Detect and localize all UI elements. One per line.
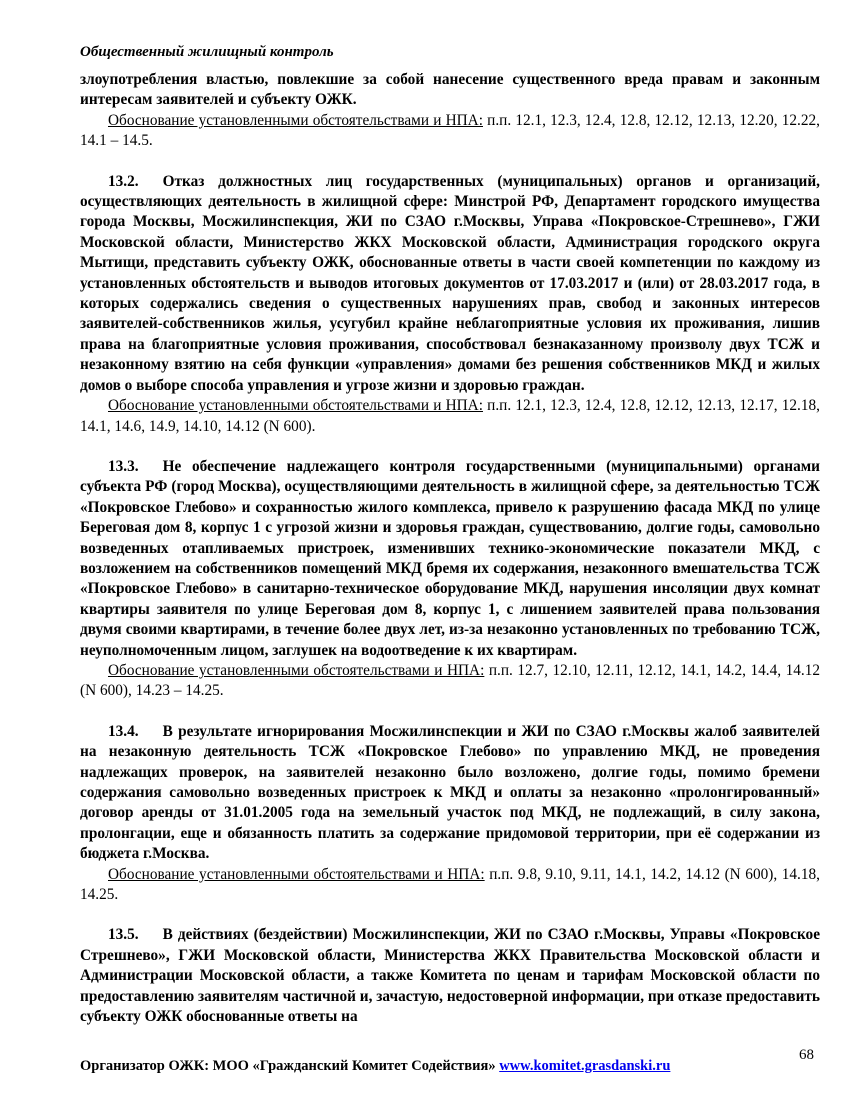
page-footer bbox=[80, 1058, 670, 1075]
section-number: 13.3. bbox=[108, 457, 139, 475]
document-body bbox=[80, 70, 820, 1027]
basis-label: Обоснование установленными обстоятельствами и НПА: bbox=[108, 111, 483, 129]
section-number: 13.2. bbox=[108, 172, 139, 190]
section-13-4-basis bbox=[80, 865, 820, 906]
basis-label: Обоснование установленными обстоятельствами и НПА: bbox=[108, 661, 485, 679]
section-text: Отказ должностных лиц государственных (муниципальных) органов и организаций, осуществляющих деятельность в жилищной сфере: Минстрой РФ, Департамент городского имущества города Москвы, Мосжилинспекция, ЖИ по СЗАО г.Москвы, Управа «Покровское-Стрешнево», ГЖИ Московской области, Министерство ЖКХ Московской области, Администрация городского округа Мытищи, представить субъекту ОЖК, обоснованные ответы в части своей компетенции по каждому из установленных обстоятельств и выводов итоговых документов от 17.03.2017 и (или) от 28.03.2017 года, в которых содержались сведения о существенных нарушениях прав, свобод и законных интересов заявителей-собственников жилья, усугубил крайне неблагоприятные условия их проживания, лишив права на благоприятные условия проживания, способствовал безнаказанному произволу двух ТСЖ и незаконному взятию на себя функции «управления» домами без решения собственников МКД и жилых домов о выборе способа управления и угрозе жизни и здоровью граждан. bbox=[80, 172, 820, 394]
basis-refs: п.п. 12.7, 12.10, 12.11, 12.12, 14.1, 14.2, 14.4, 14.12 (N 600), 14.23 – 14.25. bbox=[80, 661, 820, 700]
section-text: Не обеспечение надлежащего контроля государственными (муниципальными) органами субъекта РФ (город Москва), осуществляющими деятельность в жилищной сфере, за деятельностью ТСЖ «Покровское Глебово» и сохранностью жилого комплекса, привело к разрушению фасада МКД по улице Береговая дом 8, корпус 1 с угрозой жизни и здоровья граждан, существованию, долгие годы, самовольно возведенных отапливаемых пристроек, изменивших технико-экономические показатели МКД, с возложением на собственников помещений МКД бремя их содержания, незаконного вмешательства ТСЖ «Покровское Глебово» в санитарно-техническое оборудование МКД, нарушения инсоляции двух комнат квартиры заявителя по улице Береговая дом 8, корпус 1, с лишением заявителей права пользования двумя своими квартирами, в течение более двух лет, из-за незаконно установленных по требованию ТСЖ, неуполномоченным лицом, заглушек на водоотведение к их квартирам. bbox=[80, 457, 820, 659]
running-header: Общественный жилищный контроль bbox=[80, 44, 334, 60]
intro-paragraph: злоупотребления властью, повлекшие за собой нанесение существенного вреда правам и законным интересам заявителей и субъекту ОЖК. bbox=[80, 71, 820, 109]
page-number: 68 bbox=[799, 1047, 814, 1063]
section-13-3-basis bbox=[80, 661, 820, 702]
section-number: 13.5. bbox=[108, 926, 139, 944]
intro-basis bbox=[80, 111, 820, 152]
basis-refs: п.п. 12.1, 12.3, 12.4, 12.8, 12.12, 12.13, 12.17, 12.18, 14.1, 14.6, 14.9, 14.10, 14.12 (N 600). bbox=[80, 397, 820, 435]
section-13-5 bbox=[80, 925, 820, 1027]
footer-organizer: Организатор ОЖК: МОО «Гражданский Комитет Содействия» bbox=[80, 1058, 500, 1074]
section-text: В действиях (бездействии) Мосжилинспекции, ЖИ по СЗАО г.Москвы, Управы «Покровское Стрешнево», ГЖИ Московской области, Министерства ЖКХ Правительства Московской области и Администрации Московской области, а также Комитета по ценам и тарифам Московской области по предоставлению заявителям частичной и, зачастую, недостоверной информации, при отказе предоставить субъекту ОЖК обоснованные ответы на bbox=[80, 926, 820, 1026]
section-text: В результате игнорирования Мосжилинспекции и ЖИ по СЗАО г.Москвы жалоб заявителей на незаконную деятельность ТСЖ «Покровское Глебово» по управлению МКД, не проведения надлежащих проверок, на заявителей незаконно было возложено, долгие годы, помимо бремени содержания самовольно возведенных пристроек к МКД и оплаты за незаконно «пролонгированный» договор аренды от 31.01.2005 года на земельный участок под МКД, не подлежащий, в силу закона, пролонгации, еще и обязанность платить за содержание придомовой территории, при её содержании из бюджета г.Москва. bbox=[80, 722, 820, 863]
section-13-3 bbox=[80, 457, 820, 661]
basis-refs: п.п. 9.8, 9.10, 9.11, 14.1, 14.2, 14.12 (N 600), 14.18, 14.25. bbox=[80, 865, 820, 904]
basis-refs: п.п. 12.1, 12.3, 12.4, 12.8, 12.12, 12.13, 12.20, 12.22, 14.1 – 14.5. bbox=[80, 111, 820, 150]
basis-label: Обоснование установленными обстоятельствами и НПА: bbox=[108, 865, 485, 883]
section-13-2 bbox=[80, 172, 820, 396]
section-13-2-basis bbox=[80, 396, 820, 437]
section-13-4 bbox=[80, 722, 820, 865]
footer-website-link[interactable]: www.komitet.grasdanski.ru bbox=[499, 1058, 671, 1074]
section-number: 13.4. bbox=[108, 722, 139, 740]
basis-label: Обоснование установленными обстоятельствами и НПА: bbox=[108, 397, 483, 415]
